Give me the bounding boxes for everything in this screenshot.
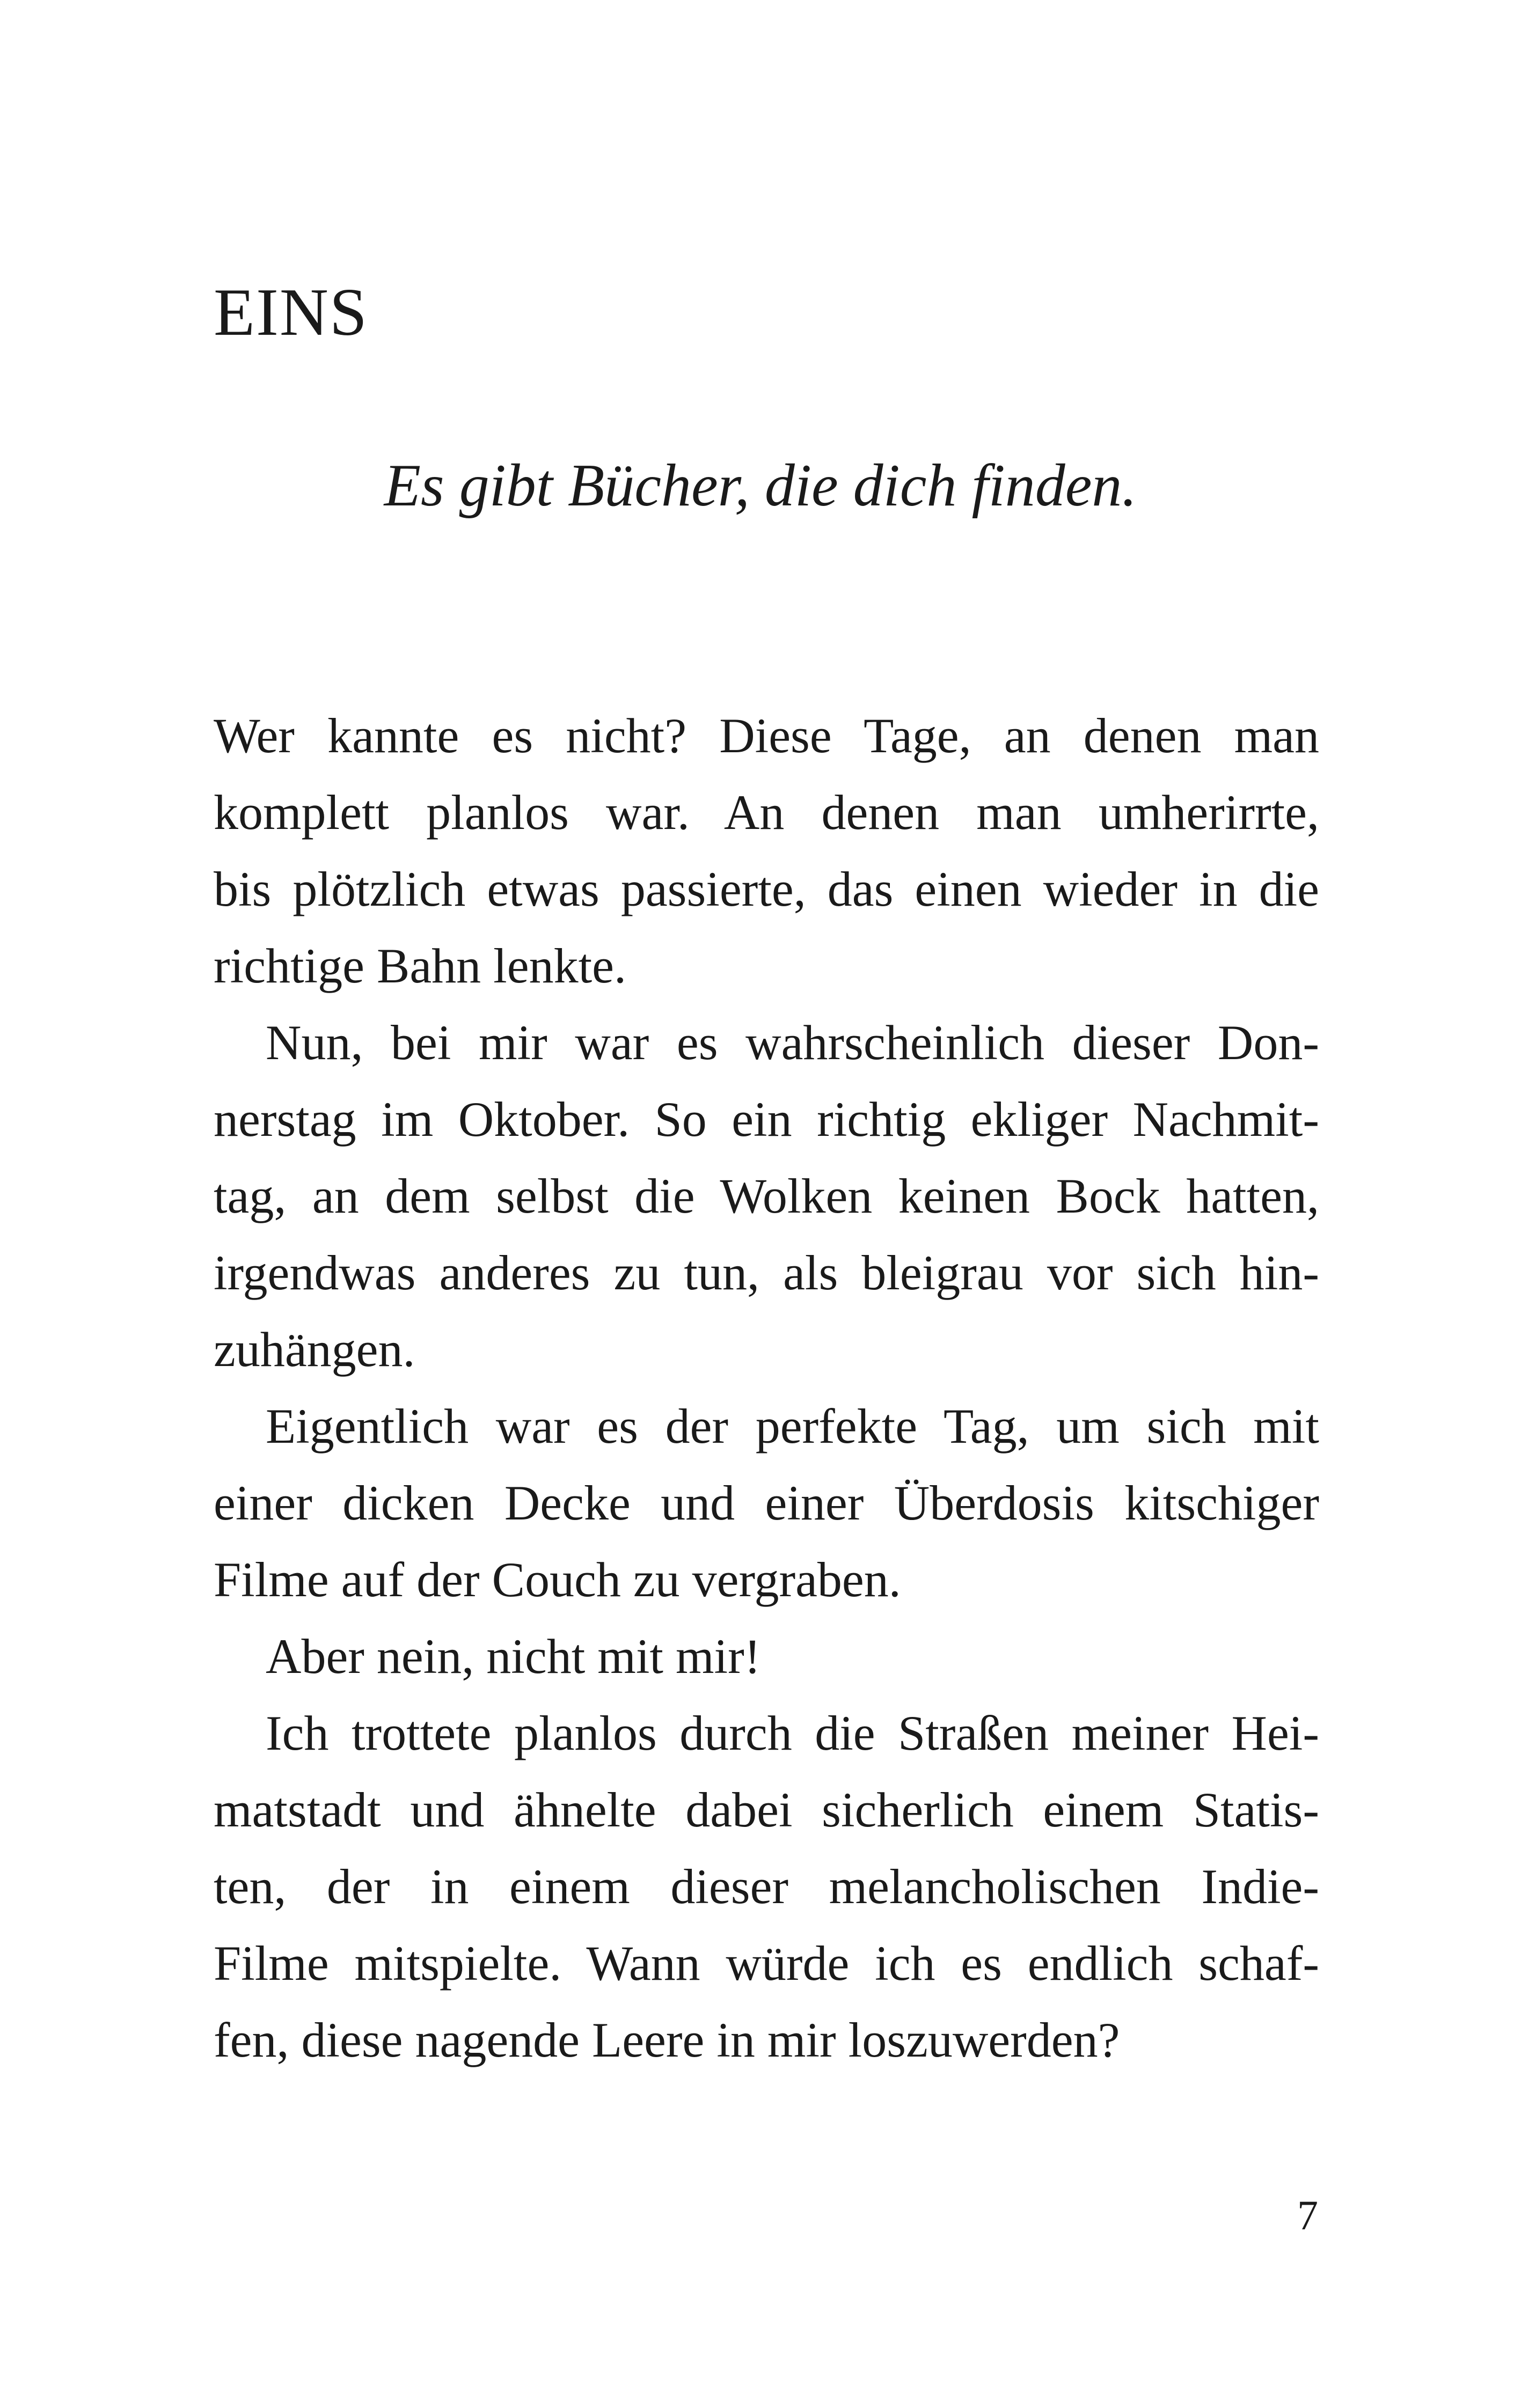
text-line: bis plötzlich etwas passierte, das einen wieder in die <box>214 862 1319 916</box>
text-line: Ich trottete planlos durch die Straßen meiner Hei- <box>266 1706 1319 1760</box>
text-line: nerstag im Oktober. So ein richtig ekliger Nachmit- <box>214 1092 1319 1147</box>
text-line: richtige Bahn lenkte. <box>214 938 626 993</box>
body-text <box>214 698 1319 2079</box>
chapter-title: EINS <box>214 275 368 350</box>
paragraph <box>214 1004 1319 1388</box>
paragraph <box>214 1618 1319 1695</box>
text-line: matstadt und ähnelte dabei sicherlich einem Statis- <box>214 1782 1319 1837</box>
text-line: zuhängen. <box>214 1322 415 1377</box>
text-line: einer dicken Decke und einer Überdosis kitschiger <box>214 1475 1319 1530</box>
text-line: Filme auf der Couch zu vergraben. <box>214 1552 901 1607</box>
text-line: irgendwas anderes zu tun, als bleigrau vor sich hin- <box>214 1245 1319 1300</box>
text-line: ten, der in einem dieser melancholischen Indie- <box>214 1859 1319 1914</box>
text-line: Wer kannte es nicht? Diese Tage, an denen man <box>214 708 1319 763</box>
text-line: Aber nein, nicht mit mir! <box>266 1629 761 1684</box>
paragraph <box>214 1695 1319 2079</box>
paragraph <box>214 698 1319 1004</box>
paragraph <box>214 1388 1319 1618</box>
text-line: Eigentlich war es der perfekte Tag, um sich mit <box>266 1399 1319 1453</box>
page-number: 7 <box>1297 2192 1318 2238</box>
text-line: Filme mitspielte. Wann würde ich es endlich schaf- <box>214 1936 1319 1991</box>
text-line: fen, diese nagende Leere in mir loszuwerden? <box>214 2013 1120 2067</box>
chapter-epigraph: Es gibt Bücher, die dich finden. <box>384 452 1137 519</box>
text-line: Nun, bei mir war es wahrscheinlich dieser Don- <box>266 1015 1319 1070</box>
text-line: tag, an dem selbst die Wolken keinen Bock hatten, <box>214 1169 1319 1223</box>
text-line: komplett planlos war. An denen man umherirrte, <box>214 785 1319 840</box>
